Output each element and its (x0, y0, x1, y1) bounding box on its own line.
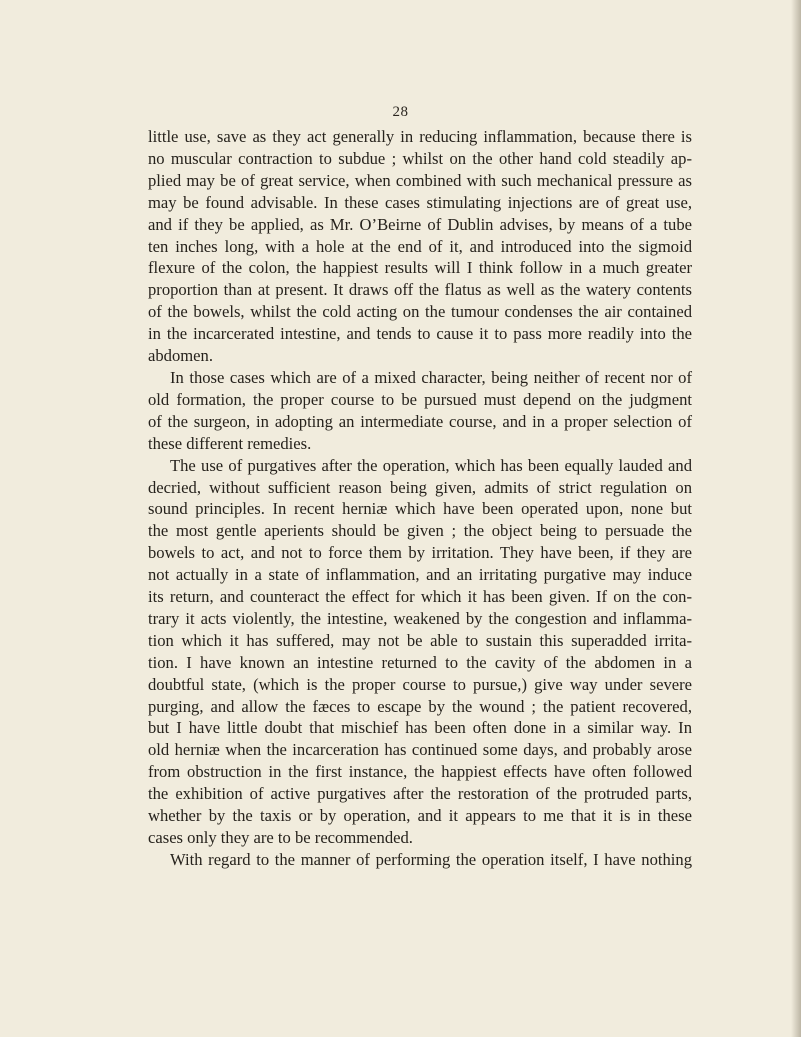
text-line: of the bowels, whilst the cold acting on the tumour condenses the air contained (148, 302, 692, 322)
text-line: old herniæ when the incarceration has continued some days, and probably arose (148, 740, 692, 760)
text-line: sound principles. In recent herniæ which have been operated upon, none but (148, 499, 692, 519)
text-line: little use, save as they act generally in reducing inflammation, because there is (148, 127, 692, 146)
text-line: the exhibition of active purgatives after the restoration of the protruded parts, (148, 784, 692, 804)
text-line: the most gentle aperients should be given ; the object being to persuade the (148, 521, 692, 541)
text-line: old formation, the proper course to be pursued must depend on the judgment (148, 389, 692, 409)
text-line: proportion than at present. It draws off the flatus as well as the watery contents (148, 280, 692, 300)
text-line: these different remedies. (148, 433, 312, 453)
text-line: With regard to the manner of performing the operation itself, I have nothing (170, 849, 692, 869)
text-line: tion. I have known an intestine returned to the cavity of the abdomen in a (148, 652, 692, 672)
text-line: in the incarcerated intestine, and tends to cause it to pass more readily into the (148, 324, 692, 344)
text-line: whether by the taxis or by operation, and it appears to me that it is in these (148, 806, 692, 826)
text-line: trary it acts violently, the intestine, weakened by the congestion and inflamma- (148, 608, 692, 628)
text-line: In those cases which are of a mixed character, being neither of recent nor of (170, 367, 692, 387)
text-line: from obstruction in the first instance, the happiest effects have often followed (148, 762, 692, 782)
text-line: tion which it has suffered, may not be able to sustain this superadded irrita- (148, 630, 692, 650)
text-line: not actually in a state of inflammation, and an irritating purgative may induce (148, 565, 692, 585)
page-number: 28 (392, 104, 409, 120)
text-line: decried, without sufficient reason being given, admits of strict regulation on (148, 477, 692, 497)
text-line: doubtful state, (which is the proper course to pursue,) give way under severe (148, 674, 692, 694)
text-line: its return, and counteract the effect for which it has been given. If on the con- (148, 587, 692, 607)
text-line: of the surgeon, in adopting an intermediate course, and in a proper selection of (148, 411, 692, 431)
text-line: purging, and allow the fæces to escape by the wound ; the patient recovered, (148, 696, 692, 716)
text-line: plied may be of great service, when combined with such mechanical pressure as (148, 170, 692, 190)
text-line: cases only they are to be recommended. (148, 828, 413, 847)
text-line: and if they be applied, as Mr. O’Beirne of Dublin advises, by means of a tube (148, 214, 692, 234)
page-edge-shadow (791, 0, 801, 1037)
text-line: abdomen. (148, 346, 213, 366)
text-line: flexure of the colon, the happiest results will I think follow in a much greater (148, 258, 692, 278)
text-line: bowels to act, and not to force them by irritation. They have been, if they are (148, 543, 692, 563)
text-line: may be found advisable. In these cases stimulating injections are of great use, (148, 192, 692, 212)
text-line: ten inches long, with a hole at the end of it, and introduced into the sigmoid (148, 236, 692, 256)
text-line: but I have little doubt that mischief has been often done in a similar way. In (148, 718, 692, 738)
text-line: no muscular contraction to subdue ; whilst on the other hand cold steadily ap- (148, 148, 692, 168)
text-line: The use of purgatives after the operation, which has been equally lauded and (170, 455, 692, 475)
body-text (148, 126, 692, 871)
